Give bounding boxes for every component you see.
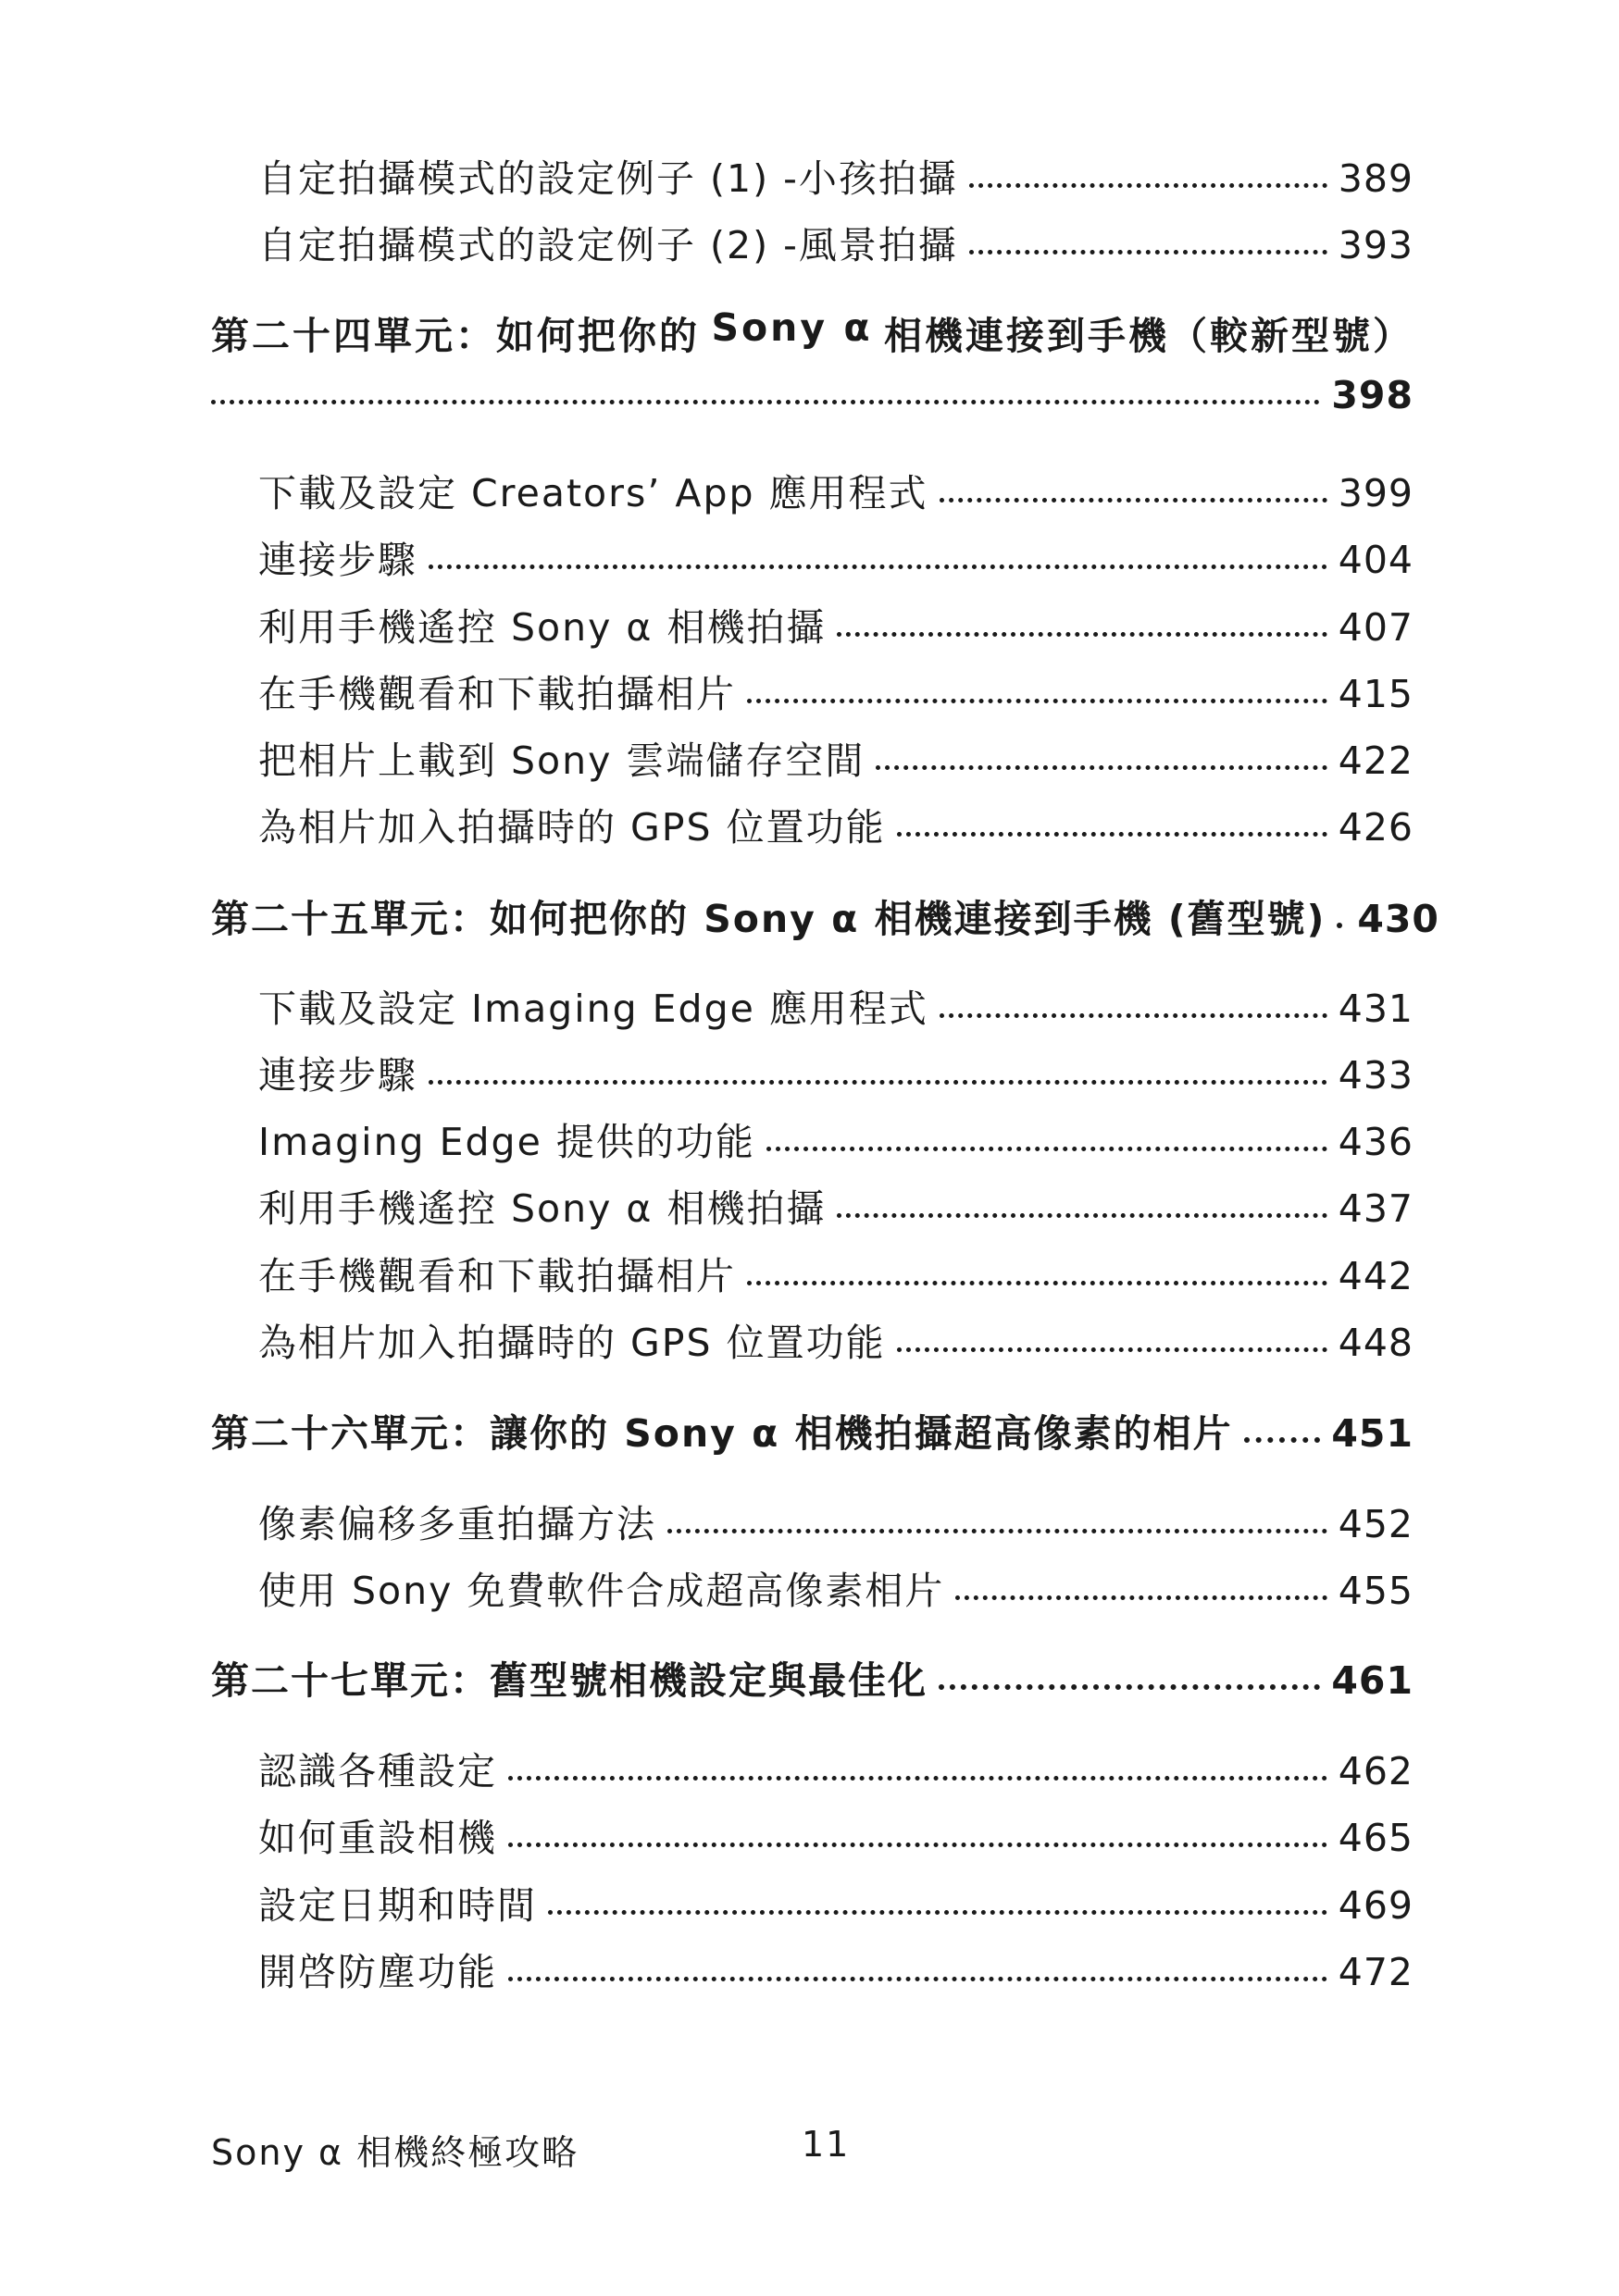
toc-entry-page: 431 bbox=[1338, 987, 1414, 1031]
toc-entry[interactable] bbox=[258, 1045, 1414, 1099]
toc-entry[interactable] bbox=[258, 463, 1414, 517]
toc-entry-page: 437 bbox=[1338, 1186, 1414, 1231]
chapter-24-page: 398 bbox=[1331, 373, 1414, 417]
toc-entry-page: 426 bbox=[1338, 805, 1414, 850]
chapter-24-title-part3: 相機連接到手機（較新型號） bbox=[884, 314, 1414, 358]
toc-entry-title: 開啓防塵功能 bbox=[258, 1950, 497, 1994]
toc-entry-page: 389 bbox=[1338, 156, 1414, 201]
dot-leader bbox=[969, 183, 1327, 188]
dot-leader bbox=[940, 498, 1327, 503]
dot-leader bbox=[939, 1684, 1320, 1690]
chapter-25-page: 430 bbox=[1357, 897, 1439, 941]
toc-entry-page: 415 bbox=[1338, 672, 1414, 716]
chapter-24-title-part2: Sony α bbox=[711, 305, 873, 350]
toc-entry[interactable] bbox=[258, 730, 1414, 785]
dot-leader bbox=[897, 1347, 1327, 1352]
toc-entry[interactable] bbox=[258, 597, 1414, 652]
chapter-24-heading-continued[interactable] bbox=[211, 373, 1414, 417]
toc-entry-page: 433 bbox=[1338, 1053, 1414, 1098]
toc-entry[interactable] bbox=[258, 148, 1414, 203]
chapter-25-heading[interactable] bbox=[211, 888, 1439, 943]
toc-entry[interactable] bbox=[258, 1875, 1414, 1930]
dot-leader bbox=[969, 250, 1327, 254]
chapter-27-title: 第二十七單元：舊型號相機設定與最佳化 bbox=[211, 1658, 928, 1703]
toc-entry[interactable] bbox=[258, 797, 1414, 851]
dot-leader bbox=[955, 1595, 1326, 1600]
toc-entry[interactable] bbox=[258, 978, 1414, 1033]
toc-entry[interactable] bbox=[258, 1312, 1414, 1367]
toc-entry-title: Imaging Edge 提供的功能 bbox=[258, 1120, 755, 1164]
toc-entry[interactable] bbox=[258, 1942, 1414, 1996]
toc-entry-title: 利用手機遙控 Sony α 相機拍攝 bbox=[258, 605, 827, 650]
dot-leader bbox=[429, 1080, 1327, 1085]
toc-entry-page: 469 bbox=[1338, 1883, 1414, 1928]
dot-leader bbox=[747, 1281, 1327, 1285]
dot-leader bbox=[747, 699, 1327, 703]
chapter-26-page: 451 bbox=[1331, 1411, 1414, 1456]
dot-leader bbox=[429, 565, 1327, 569]
chapter-27-heading[interactable] bbox=[211, 1650, 1414, 1705]
toc-entry[interactable] bbox=[258, 1178, 1414, 1233]
toc-entry[interactable] bbox=[258, 1741, 1414, 1795]
toc-entry[interactable] bbox=[258, 1111, 1414, 1166]
dot-leader bbox=[667, 1529, 1327, 1533]
toc-entry[interactable] bbox=[258, 529, 1414, 584]
toc-entry-title: 下載及設定 Imaging Edge 應用程式 bbox=[258, 987, 928, 1031]
toc-entry-page: 455 bbox=[1338, 1569, 1414, 1613]
toc-entry-title: 像素偏移多重拍攝方法 bbox=[258, 1502, 656, 1546]
toc-entry-page: 407 bbox=[1338, 605, 1414, 650]
toc-entry-title: 使用 Sony 免費軟件合成超高像素相片 bbox=[258, 1569, 945, 1613]
toc-entry-page: 452 bbox=[1338, 1502, 1414, 1546]
toc-entry[interactable] bbox=[258, 1807, 1414, 1862]
toc-entry[interactable] bbox=[258, 1560, 1414, 1615]
toc-entry[interactable] bbox=[258, 215, 1414, 269]
dot-leader bbox=[837, 1213, 1326, 1218]
toc-entry-title: 為相片加入拍攝時的 GPS 位置功能 bbox=[258, 1321, 886, 1365]
toc-entry-page: 465 bbox=[1338, 1816, 1414, 1860]
dot-leader bbox=[940, 1013, 1327, 1018]
dot-leader bbox=[508, 1776, 1327, 1781]
footer-page-number: 11 bbox=[802, 2124, 851, 2165]
toc-entry-title: 如何重設相機 bbox=[258, 1816, 497, 1860]
toc-entry-title: 為相片加入拍攝時的 GPS 位置功能 bbox=[258, 805, 886, 850]
dot-leader bbox=[508, 1977, 1327, 1981]
dot-leader bbox=[548, 1910, 1327, 1915]
chapter-26-heading[interactable] bbox=[211, 1403, 1414, 1458]
toc-entry[interactable] bbox=[258, 1246, 1414, 1300]
toc-entry-page: 448 bbox=[1338, 1321, 1414, 1365]
toc-entry-title: 自定拍攝模式的設定例子 (2) -風景拍攝 bbox=[258, 223, 958, 267]
chapter-25-title: 第二十五單元：如何把你的 Sony α 相機連接到手機 (舊型號) bbox=[211, 897, 1326, 941]
toc-entry-page: 442 bbox=[1338, 1254, 1414, 1298]
toc-entry-title: 在手機觀看和下載拍攝相片 bbox=[258, 1254, 736, 1298]
toc-entry-title: 下載及設定 Creators’ App 應用程式 bbox=[258, 471, 928, 515]
toc-entry-title: 設定日期和時間 bbox=[258, 1883, 537, 1928]
dot-leader bbox=[1337, 923, 1346, 928]
toc-entry-title: 把相片上載到 Sony 雲端儲存空間 bbox=[258, 738, 866, 783]
dot-leader bbox=[897, 832, 1327, 837]
toc-entry[interactable] bbox=[258, 1494, 1414, 1548]
dot-leader bbox=[508, 1843, 1327, 1847]
toc-entry-page: 436 bbox=[1338, 1120, 1414, 1164]
chapter-26-title: 第二十六單元：讓你的 Sony α 相機拍攝超高像素的相片 bbox=[211, 1411, 1233, 1456]
dot-leader bbox=[1244, 1437, 1321, 1443]
dot-leader bbox=[211, 400, 1320, 404]
toc-entry-title: 連接步驟 bbox=[258, 538, 417, 582]
toc-entry-page: 399 bbox=[1338, 471, 1414, 515]
footer-book-title: Sony α 相機終極攻略 bbox=[211, 2132, 579, 2173]
chapter-24-heading[interactable] bbox=[211, 305, 1414, 360]
toc-entry-page: 472 bbox=[1338, 1950, 1414, 1994]
toc-entry-title: 自定拍攝模式的設定例子 (1) -小孩拍攝 bbox=[258, 156, 958, 201]
toc-entry[interactable] bbox=[258, 664, 1414, 718]
toc-entry-page: 393 bbox=[1338, 223, 1414, 267]
toc-entry-page: 462 bbox=[1338, 1749, 1414, 1793]
dot-leader bbox=[837, 632, 1326, 637]
toc-entry-title: 認識各種設定 bbox=[258, 1749, 497, 1793]
dot-leader bbox=[766, 1147, 1327, 1151]
toc-entry-title: 連接步驟 bbox=[258, 1053, 417, 1098]
chapter-27-page: 461 bbox=[1331, 1658, 1414, 1703]
dot-leader bbox=[876, 765, 1326, 770]
chapter-24-title-part1: 第二十四單元：如何把你的 bbox=[211, 314, 700, 358]
toc-entry-title: 利用手機遙控 Sony α 相機拍攝 bbox=[258, 1186, 827, 1231]
toc-entry-page: 422 bbox=[1338, 738, 1414, 783]
toc-entry-title: 在手機觀看和下載拍攝相片 bbox=[258, 672, 736, 716]
toc-entry-page: 404 bbox=[1338, 538, 1414, 582]
